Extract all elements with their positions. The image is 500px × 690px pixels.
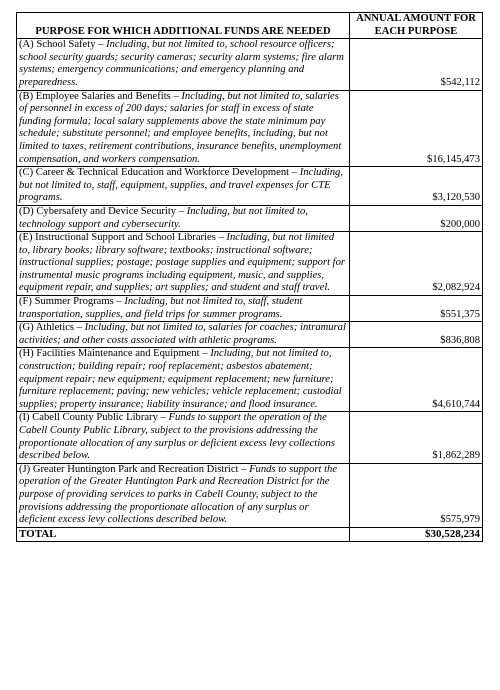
table-row (17, 296, 483, 322)
purpose-cell (17, 205, 350, 231)
amount-cell: $4,610,744 (350, 348, 483, 412)
amount-cell: $16,145,473 (350, 90, 483, 167)
purpose-title: (G) Athletics – (19, 322, 85, 334)
purpose-title: (F) Summer Programs – (19, 296, 125, 308)
purpose-description: Funds to support the operation of the Greater Huntington Park and Recreation District for the purpose of providing services to parks in Cabell County, subject to the provisions addressing the proportionate allocation of any surplus or deficient excess levy collections described below. (19, 463, 338, 526)
table-row (17, 90, 483, 167)
amount-cell: $200,000 (350, 205, 483, 231)
purpose-description: Including, but not limited to, staff, equipment, supplies, and travel expenses for CTE programs. (19, 167, 343, 204)
total-label: TOTAL (17, 527, 350, 541)
purpose-cell (17, 232, 350, 296)
purpose-cell (17, 463, 350, 527)
table-row (17, 205, 483, 231)
purpose-cell (17, 412, 350, 463)
purpose-description: Including, but not limited to, salaries of personnel in excess of 200 days; salaries for staff in excess of state funding formula; local salary supplements above the state minimum pay schedule; substitute personnel; and employee benefits, including, but not limited to taxes, retirement contributions, insurance benefits, unemployment compensation, and workers compensation. (19, 90, 342, 165)
purpose-description: Including, but not limited to, technology support and cybersecurity. (19, 205, 308, 230)
total-row (17, 527, 483, 541)
table-header-row (17, 13, 483, 39)
amount-cell: $542,112 (350, 39, 483, 90)
amount-cell: $575,979 (350, 463, 483, 527)
purpose-cell (17, 39, 350, 90)
amount-cell: $1,862,289 (350, 412, 483, 463)
purpose-title: (A) School Safety – (19, 39, 107, 51)
amount-cell: $2,082,924 (350, 232, 483, 296)
table-row (17, 463, 483, 527)
purpose-cell (17, 322, 350, 348)
purpose-title: (J) Greater Huntington Park and Recreation District – (19, 463, 250, 475)
purpose-description: Funds to support the operation of the Cabell County Public Library, subject to the provisions addressing the proportionate allocation of any surplus or deficient excess levy collections described below. (19, 412, 335, 462)
purpose-cell (17, 90, 350, 167)
amount-cell: $3,120,530 (350, 167, 483, 206)
header-purpose: PURPOSE FOR WHICH ADDITIONAL FUNDS ARE NEEDED (17, 13, 350, 39)
purpose-cell (17, 296, 350, 322)
levy-purpose-table (16, 12, 483, 542)
table-row (17, 167, 483, 206)
purpose-title: (B) Employee Salaries and Benefits – (19, 90, 182, 102)
table-row (17, 348, 483, 412)
amount-cell: $551,375 (350, 296, 483, 322)
purpose-description: Including, but not limited to, construction; building repair; roof replacement; asbestos abatement; equipment repair; new equipment; equipment replacement; new furniture; furniture replacement; paving; new vehicles; vehicle replacement; custodial supplies; property insurance; liability insurance; and flood insurance. (19, 348, 342, 410)
purpose-description: Including, but not limited to, school resource officers; school security guards; security cameras; security alarm systems; fire alarm systems; emergency communications; and emergency planning and preparedness. (19, 39, 344, 88)
total-amount: $30,528,234 (350, 527, 483, 541)
table-row (17, 39, 483, 90)
purpose-title: (C) Career & Technical Education and Workforce Development – (19, 167, 300, 179)
amount-cell: $836,808 (350, 322, 483, 348)
purpose-cell (17, 348, 350, 412)
purpose-cell (17, 167, 350, 206)
purpose-title: (I) Cabell County Public Library – (19, 412, 169, 424)
purpose-title: (E) Instructional Support and School Libraries – (19, 232, 227, 244)
purpose-title: (D) Cybersafety and Device Security – (19, 205, 187, 217)
purpose-description: Including, but not limited to, library books; library software; textbooks; instructional software; instructional supplies; postage; postage supplies and equipment; support for instrumental music programs including equipment, music, and supplies, equipment repair, and supplies; art supplies; and student and staff travel. (19, 232, 346, 294)
header-amount: ANNUAL AMOUNT FOR EACH PURPOSE (350, 13, 483, 39)
purpose-description: Including, but not limited to, salaries for coaches; intramural activities; and other costs associated with athletic programs. (19, 322, 346, 346)
purpose-description: Including, but not limited to, staff, student transportation, supplies, and field trips for summer programs. (19, 296, 303, 320)
table-row (17, 412, 483, 463)
purpose-title: (H) Facilities Maintenance and Equipment – (19, 348, 211, 360)
table-row (17, 232, 483, 296)
table-row (17, 322, 483, 348)
